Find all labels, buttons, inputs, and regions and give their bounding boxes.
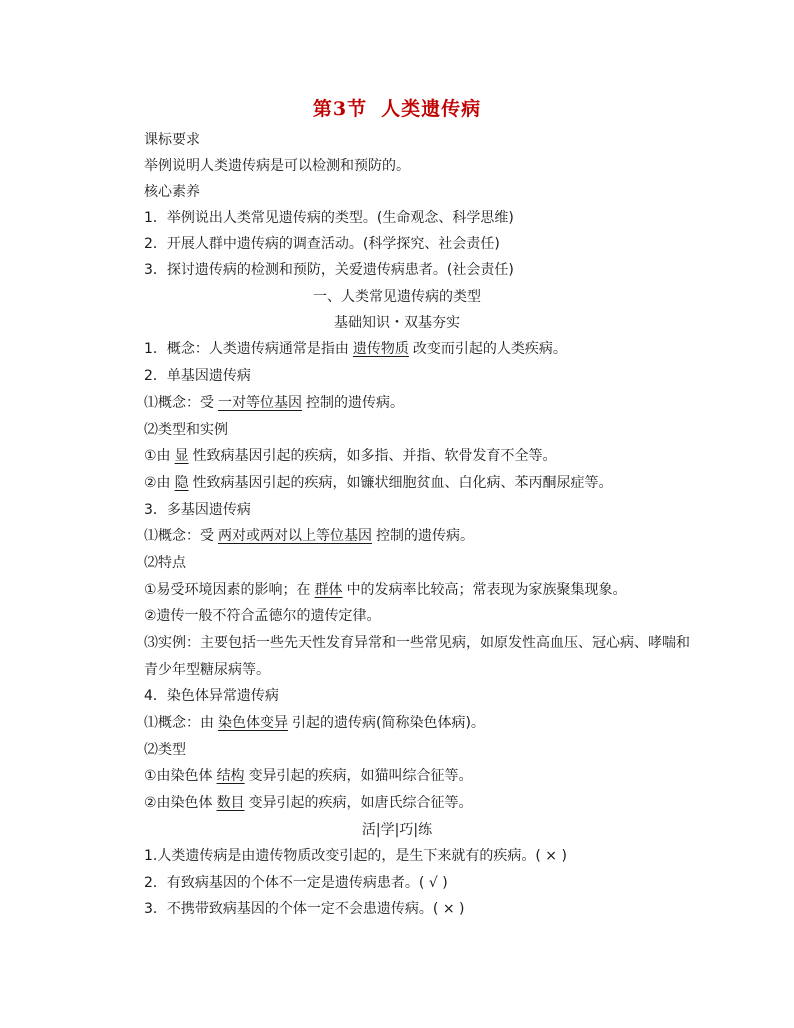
practice-item-2: 2．有致病基因的个体不一定是遗传病患者。( √ ) (144, 875, 448, 891)
single-gene-types-heading: ⑵类型和实例 (144, 422, 228, 438)
multi-gene-examples-line-1: ⑶实例：主要包括一些先天性发育异常和一些常见病，如原发性高血压、冠心病、哮喘和 (144, 635, 690, 651)
part1-subheading: 基础知识・双基夯实 (334, 315, 460, 331)
single-gene-blank: 一对等位基因 (218, 395, 302, 411)
chromosome-blank: 染色体变异 (218, 715, 288, 731)
literacy-item-2: 2．开展人群中遗传病的调查活动。(科学探究、社会责任) (144, 236, 500, 252)
dominant-blank: 显 (174, 448, 189, 464)
section-title (0, 94, 794, 121)
multi-gene-concept: ⑴概念：受 两对或两对以上等位基因 控制的遗传病。 (144, 528, 474, 544)
part1-heading: 一、人类常见遗传病的类型 (313, 289, 481, 305)
chromosome-heading: 4．染色体异常遗传病 (144, 688, 279, 704)
practice-heading: 活|学|巧|练 (361, 822, 433, 838)
standard-text: 举例说明人类遗传病是可以检测和预防的。 (144, 158, 410, 174)
multi-gene-heading: 3．多基因遗传病 (144, 502, 251, 518)
multi-gene-feature-2: ②遗传一般不符合孟德尔的遗传定律。 (144, 608, 381, 624)
literacy-item-1: 1．举例说出人类常见遗传病的类型。(生命观念、科学思维) (144, 210, 514, 226)
practice-item-1: 1.人类遗传病是由遗传物质改变引起的，是生下来就有的疾病。( × ) (144, 848, 567, 864)
population-blank: 群体 (314, 582, 343, 598)
single-gene-concept: ⑴概念：受 一对等位基因 控制的遗传病。 (144, 395, 404, 411)
literacy-heading: 核心素养 (144, 184, 200, 200)
chromosome-types-heading: ⑵类型 (144, 742, 186, 758)
single-gene-dominant: ①由 显 性致病基因引起的疾病，如多指、并指、软骨发育不全等。 (144, 448, 557, 464)
single-gene-heading: 2．单基因遗传病 (144, 368, 251, 384)
recessive-blank: 隐 (174, 475, 189, 491)
standard-heading: 课标要求 (144, 132, 200, 148)
concept-line: 1．概念：人类遗传病通常是指由 遗传物质 改变而引起的人类疾病。 (144, 341, 567, 357)
multi-gene-feature-1: ①易受环境因素的影响；在 群体 中的发病率比较高；常表现为家族聚集现象。 (144, 582, 627, 598)
multi-gene-examples-line-2: 青少年型糖尿病等。 (144, 662, 270, 678)
chromosome-structure: ①由染色体 结构 变异引起的疾病，如猫叫综合征等。 (144, 768, 473, 784)
literacy-item-3: 3．探讨遗传病的检测和预防，关爱遗传病患者。(社会责任) (144, 262, 514, 278)
chromosome-concept: ⑴概念：由 染色体变异 引起的遗传病(简称染色体病)。 (144, 715, 485, 731)
section-number: 第3节 (312, 98, 368, 120)
multi-gene-features-heading: ⑵特点 (144, 555, 186, 571)
practice-item-3: 3．不携带致病基因的个体一定不会患遗传病。( × ) (144, 901, 465, 917)
concept-blank: 遗传物质 (352, 341, 409, 357)
multi-gene-blank: 两对或两对以上等位基因 (218, 528, 372, 544)
chromosome-number: ②由染色体 数目 变异引起的疾病，如唐氏综合征等。 (144, 795, 473, 811)
single-gene-recessive: ②由 隐 性致病基因引起的疾病，如镰状细胞贫血、白化病、苯丙酮尿症等。 (144, 475, 613, 491)
section-name: 人类遗传病 (381, 98, 482, 120)
structure-blank: 结构 (216, 768, 245, 784)
number-blank: 数目 (216, 795, 245, 811)
